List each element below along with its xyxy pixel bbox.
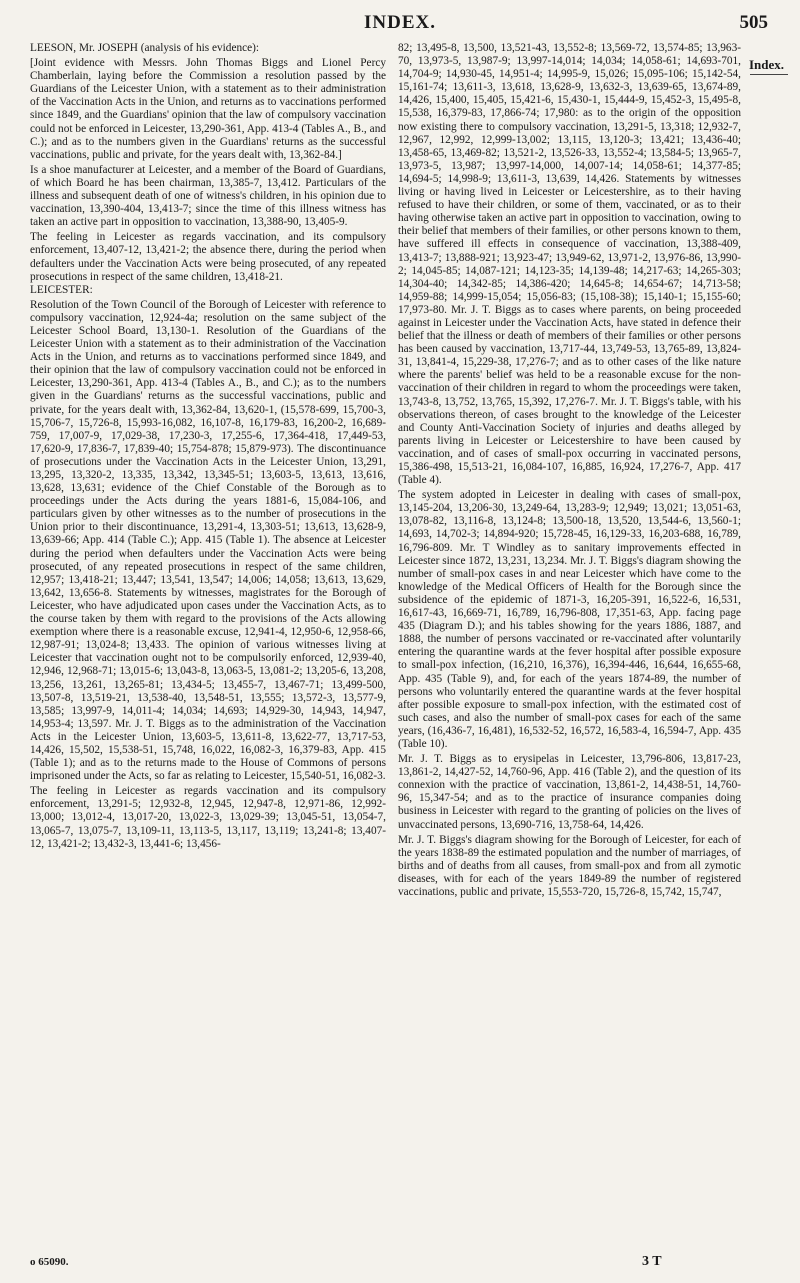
- signature-mark: 3 T: [642, 1254, 662, 1269]
- leeson-feeling: The feeling in Leicester as regards vaccination, and its compulsory enforcement, 13,407-12, 13,421-2; the absence there, during the period when defaulters under the Vaccination Acts were being prosecuted, of any repeated prosecutions in respect of the same children, 13,418-21.: [30, 231, 386, 283]
- page-title: INDEX.: [364, 12, 436, 33]
- right-column: [398, 42, 741, 899]
- printer-mark: o 65090.: [30, 1256, 69, 1268]
- entry-heading-leicester: LEICESTER:: [30, 283, 93, 296]
- index-margin-label: Index.: [749, 57, 785, 72]
- leicester-erysipelas: Mr. J. T. Biggs as to erysipelas in Leicester, 13,796-806, 13,817-23, 13,861-2, 14,427-52, 14,760-96, App. 416 (Table 2), and the question of its connexion with the practice of vaccination, 13,861-2, 14,438-51, 14,760-96, 15,347-54; and as to the practice of insurance companies doing business in Leicester with regard to the granting of policies on the lives of unvaccinated persons, 13,690-716, 13,758-64, 14,426.: [398, 753, 741, 831]
- leeson-particulars: Is a shoe manufacturer at Leicester, and a member of the Board of Guardians, of which Board he has been chairman, 13,385-7, 13,412. Particulars of the illness and subsequent death of one of witness's children, in his opinion due to vaccination, 13,390-404, 13,413-7; since the time of this illness witness has taken an active part in opposition to vaccination, 13,388-90, 13,405-9.: [30, 163, 386, 229]
- page-header: [24, 8, 776, 38]
- leicester-feeling: The feeling in Leicester as regards vaccination and its compulsory enforcement, 13,291-5; 12,932-8, 12,945, 12,947-8, 12,971-86, 12,992-13,000; 13,012-4, 13,017-20, 13,022-3, 13,029-39; 13,045-51, 13,054-7, 13,065-7, 13,075-7, 13,109-11, 13,113-5, 13,117, 13,119; 13,241-8; 13,407-12, 13,421-2; 13,432-3, 13,441-6; 13,456-: [30, 785, 386, 850]
- leicester-resolution: Resolution of the Town Council of the Borough of Leicester with reference to compulsory vaccination, 12,924-4a; resolution on the same subject of the Leicester School Board, 13,130-1. Resolution of the Guardians of the Leicester Union with a statement as to their administration of the Vaccination Acts in the Union, and returns as to vaccinations performed since 1849, and their opinion that the law of compulsory vaccination could not be enforced in Leicester, 13,290-361, App. 413-4 (Tables A., B., and C.); as to the numbers given in the Guardians' returns as the successful vaccinations, public and private, for the years dealt with, 13,362-84, 13,620-1, (15,578-699, 15,700-3, 15,706-7, 15,726-8, 15,993-16,082, 16,107-8, 16,179-83, 16,200-2, 16,689-759, 17,007-9, 17,029-38, 17,230-3, 17,255-6, 17,364-418, 17,449-53, 17,620-9, 17,836-7, 17,839-40; 15,754-878; 15,879-973). The discontinuance of prosecutions under the Vaccination Acts in the Leicester Union, 13,291, 13,295, 13,320-2, 13,335, 13,342, 13,345-51; 13,603-5, 13,613, 13,616, 13,628, 13,631; evidence of the Chief Constable of the Borough as to proceedings under the Acts during the years 1881-6, 15,084-106, and particulars given by other witnesses as to the number of prosecutions in the Union prior to their discontinuance, 13,291-4, 13,303-51; 13,613, 13,628-9, 13,639-66; App. 414 (Table C.); App. 415 (Table 1). The absence at Leicester during the period when defaulters under the Vaccination Acts were being prosecuted, of any repeated prosecutions in respect of the same children, 12,957; 13,418-21; 13,447; 13,541, 13,547; 14,006; 14,058; 13,613, 13,629, 13,642, 13,656-8. Statements by witnesses, magistrates for the Borough of Leicester, who have adjudicated upon cases under the Vaccination Acts, as to the course taken by them with regard to the provisions of the Acts allowing exemption where there is a reasonable excuse, 12,941-4, 12,950-6, 12,958-66, 12,987-91; 13,024-8; 13,433. The opinion of various witnesses living at Leicester that vaccination ought not to be compulsorily enforced, 12,939-40, 12,946, 12,968-71; 13,015-6; 13,043-8, 13,063-5, 13,081-2; 13,205-6, 13,208, 13,256, 13,261, 13,265-81; 13,434-5; 13,455-7, 13,467-71; 13,499-500, 13,507-8, 13,519-21, 13,538-40, 13,548-51, 13,555; 13,572-3, 13,577-9, 13,585; 13,997-9, 14,011-4; 14,034; 14,693; 14,929-30, 14,943, 14,947, 14,953-4; 13,597. Mr. J. T. Biggs as to the administration of the Vaccination Acts in the Leicester Union, 13,603-5, 13,611-8, 13,622-77, 13,717-53, 14,426, 15,502, 15,538-51, 15,748, 16,022, 16,082-3, 16,379-83, App. 415 (Table 1); and as to the returns made to the House of Commons of persons imprisoned under the Acts, so far as relating to Leicester, 15,540-51, 16,082-3.: [30, 298, 386, 783]
- leicester-diagram: Mr. J. T. Biggs's diagram showing for the Borough of Leicester, for each of the years 1838-89 the estimated population and the number of marriages, of births and of deaths from all causes, from small-pox and from all zymotic diseases, with for each of the years 1849-89 the number of registered vaccinations, public and private, 15,553-720, 15,726-8, 15,742, 15,747,: [398, 833, 741, 898]
- left-column: [30, 42, 386, 851]
- leicester-feeling-continued: 82; 13,495-8, 13,500, 13,521-43, 13,552-8; 13,569-72, 13,574-85; 13,963-70, 13,973-5, 13,987-9; 13,997-14,014; 14,034; 14,058-61; 14,693-701, 14,704-9; 14,930-45, 14,951-4; 14,995-9, 15,026; 15,095-106; 15,142-54, 15,161-74; 13,611-3, 13,618, 13,628-9, 13,632-3, 13,639-65, 13,674-89, 14,426, 15,400, 15,405, 15,421-6, 15,430-1, 15,444-9, 15,452-3, 15,495-8, 15,538, 16,379-83, 17,866-74; 17,980: as to the origin of the opposition now existing there to compulsory vaccination, 13,291-5, 13,318; 12,932-7, 12,967, 12,992, 12,999-13,002; 13,115, 13,120-3; 13,421; 13,436-40; 13,458-65, 13,469-82; 13,521-2, 13,526-33, 13,552-4; 13,584-5; 13,965-7, 13,973-5, 13,987; 13,997-14,000, 14,007-14; 14,058-61; 14,377-85; 14,694-5; 14,998-9; 13,611-3, 13,639, 14,426. Statements by witnesses living or having lived in Leicester or Leicestershire, as to their having refused to have their children, or some of them, vaccinated, or as to their having otherwise taken an active part in opposition to vaccination, owing to their belief that members of their families, or other persons known to them, have suffered ill effects in consequence of vaccination, 13,388-409, 13,413-7; 13,888-921; 13,923-47; 13,949-62, 13,971-2, 13,976-86, 13,990-2; 14,045-85; 14,087-121; 14,123-35; 14,139-48; 14,217-63; 14,265-303; 14,304-40; 14,342-85; 14,386-420; 14,645-8; 14,654-67; 14,713-58; 14,959-88; 14,999-15,054; 15,056-83; (15,108-38); 15,140-1; 15,155-60; 17,973-80. Mr. J. T. Biggs as to cases where parents, on being proceeded against in Leicester under the Vaccination Acts, have stated in defence their belief that the illness or death of members of their families or other persons has been caused by vaccination, 13,717-44, 13,749-53, 13,765-89, 13,824-31, 13,841-4, 15,229-38, 17,276-7; and as to other cases of the like nature where the parents' belief was held to be a reasonable excuse for the non-vaccination of their children in regard to whom the proceedings were taken, 13,743-8, 13,752, 13,765, 15,392, 17,276-7. Mr. J. T. Biggs's table, with his observations thereon, of cases brought to the knowledge of the Leicester and County Anti-Vaccination Society of injuries and deaths alleged by parents living in Leicester or Leicestershire to have been caused by vaccination, and of cases of small-pox occurring in vaccinated persons, 15,386-498, 15,513-21, 16,084-107, 16,885, 16,924, 17,276-7, App. 417 (Table 4).: [398, 42, 741, 487]
- leeson-joint-evidence: [Joint evidence with Messrs. John Thomas Biggs and Lionel Percy Chamberlain, laying before the Commission a resolution passed by the Guardians of the Leicester Union, with a statement as to their administration of the Vaccination Acts in the Union, and returns as to vaccinations performed since 1849, and the Guardians' opinion that the law of compulsory vaccination could not be enforced in Leicester, 13,290-361, App. 413-4 (Tables A., B., and C.); and as to the numbers given in the Guardians' returns as the successful vaccinations, public and private, for the years dealt with, 13,362-84.]: [30, 57, 386, 161]
- leicester-smallpox-system: The system adopted in Leicester in dealing with cases of small-pox, 13,145-204, 13,206-30, 13,249-64, 13,283-9; 12,949; 13,021; 13,051-63, 13,078-82, 13,116-8, 13,124-8; 13,500-18, 13,520, 13,544-6, 13,560-1; 14,693, 14,702-3; 14,894-920; 15,728-45, 16,129-33, 16,203-688, 16,789, 16,796-809. Mr. T Windley as to sanitary improvements effected in Leicester since 1872, 13,231, 13,234. Mr. J. T. Biggs's diagram showing the number of small-pox cases in and near Leicester which have come to the knowledge of the Medical Officers of Health for the Borough since the subsidence of the epidemic of 1871-3, 16,205-391, 16,522-6, 16,531, 16,617-43, 16,669-71, 16,789, 16,796-808, 17,351-63, App. facing page 435 (Diagram D.); and his tables showing for the years 1886, 1887, and 1888, the number of persons vaccinated or re-vaccinated after voluntarily entering the quarantine wards at the fever hospital after possible exposure to small-pox infection, (16,210, 16,376), 16,394-446, 16,644, 16,655-68, App. 435 (Table 9), and, for each of the years 1874-89, the number of persons who voluntarily entered the quarantine wards at the fever hospital after possible exposure to small-pox infection, with the estimated cost of such cases, and also the number of small-pox cases for each of the same years, (16,436-7, 16,481), 16,532-52, 16,572, 16,583-4, 16,594-7, App. 435 (Table 10).: [398, 489, 741, 750]
- entry-heading-leeson: LEESON, Mr. JOSEPH (analysis of his evidence):: [30, 42, 260, 54]
- page-number: 505: [739, 12, 768, 33]
- index-margin-rule: [750, 74, 788, 75]
